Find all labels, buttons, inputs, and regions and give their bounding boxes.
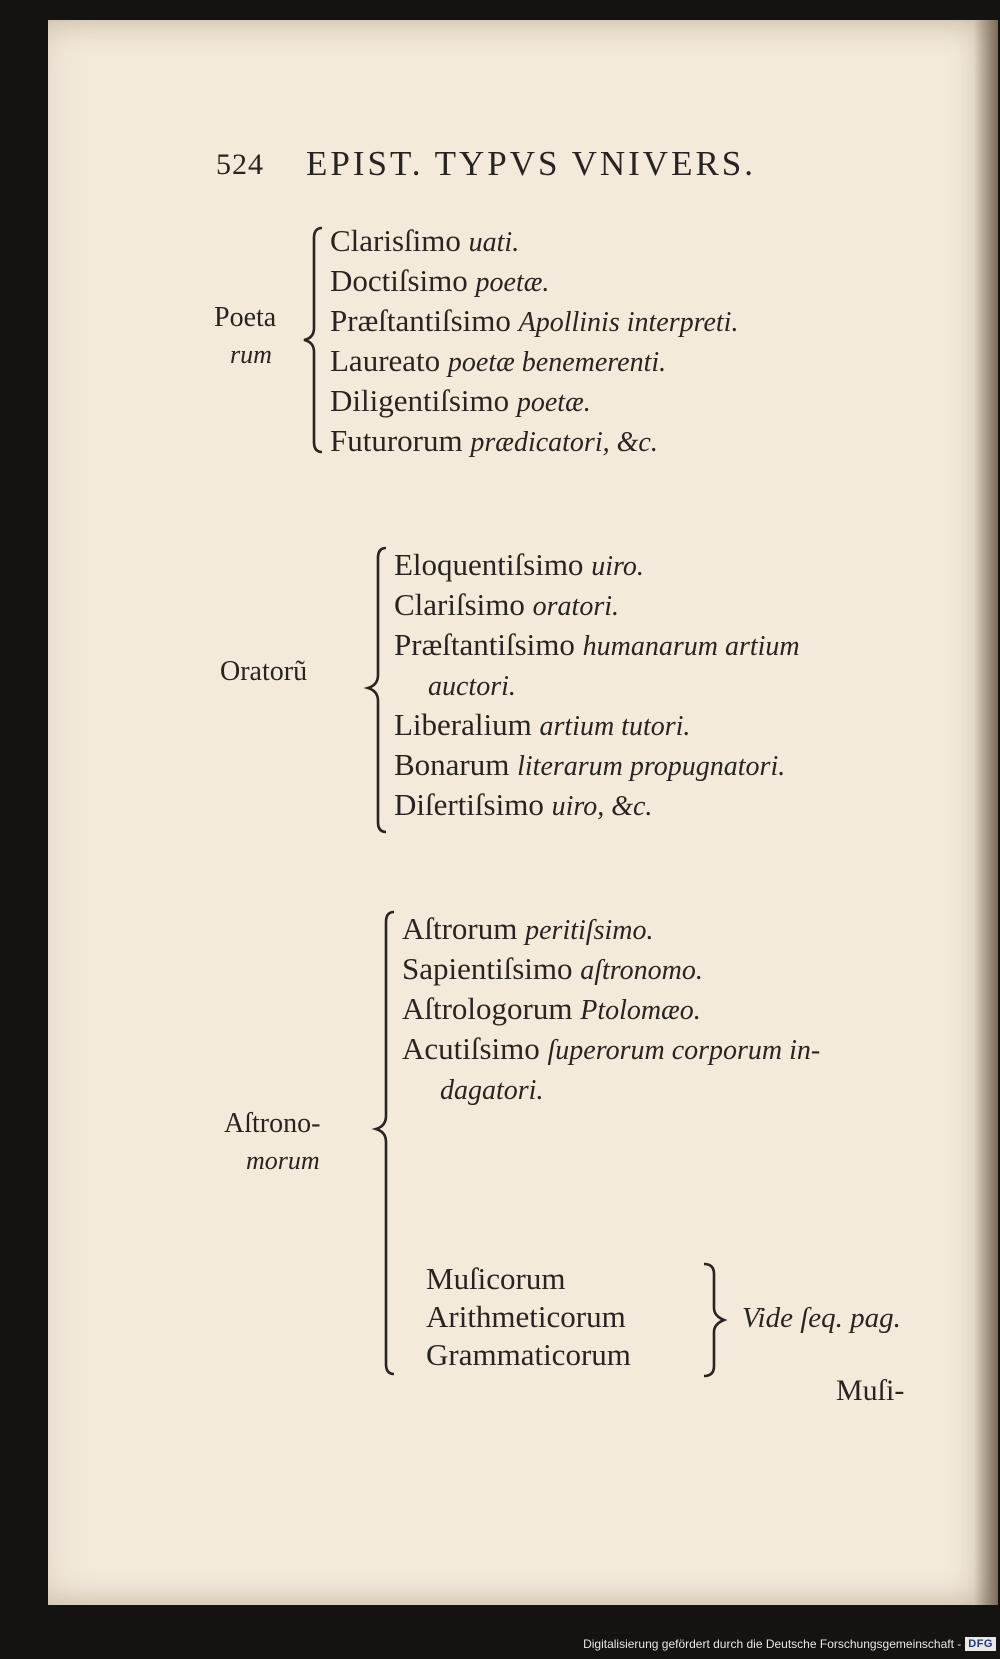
entry: Præſtantiſsimo humanarum artium xyxy=(394,627,800,662)
grouped-entry: Muſicorum xyxy=(426,1261,566,1296)
book-page xyxy=(48,20,998,1605)
entry: Doctiſsimo poetæ. xyxy=(330,263,550,298)
entries-oratorum xyxy=(394,546,800,826)
section-label-poetarum-2: rum xyxy=(230,340,272,369)
grouped-entry: Grammaticorum xyxy=(426,1337,631,1372)
dfg-logo: DFG xyxy=(965,1637,996,1651)
section-label-astronomorum-2: morum xyxy=(246,1146,320,1175)
entry: Clarisſimo uati. xyxy=(330,223,520,258)
footer-text: Digitalisierung gefördert durch die Deutsche Forschungsgemeinschaft - xyxy=(583,1637,962,1651)
entry: Bonarum literarum propugnatori. xyxy=(394,747,786,782)
grouped-note: Vide ſeq. pag. xyxy=(742,1302,901,1334)
page-spine-shadow xyxy=(974,20,998,1605)
entry: Liberalium artium tutori. xyxy=(394,707,691,742)
entry: Eloquentiſsimo uiro. xyxy=(394,547,644,582)
entry: Præſtantiſsimo Apollinis interpreti. xyxy=(330,303,739,338)
grouped-entry: Arithmeticorum xyxy=(426,1299,626,1334)
section-label-oratorum: Oratorũ xyxy=(220,656,308,687)
entry: Laureato poetæ benemerenti. xyxy=(330,343,667,378)
catchword: Muſi- xyxy=(836,1374,905,1407)
entry: Aſtrorum peritiſsimo. xyxy=(402,911,654,946)
entry: Diſertiſsimo uiro, &c. xyxy=(394,787,653,822)
running-title: EPIST. TYPVS VNIVERS. xyxy=(306,144,757,183)
entries-astronomorum xyxy=(402,910,820,1110)
section-label-poetarum: Poeta xyxy=(214,302,277,333)
entry: Aſtrologorum Ptolomæo. xyxy=(402,991,701,1026)
digitization-footer xyxy=(583,1633,996,1655)
entry: auctori. xyxy=(428,671,516,702)
entry: Sapientiſsimo aſtronomo. xyxy=(402,951,703,986)
entries-poetarum xyxy=(330,222,738,462)
brace-grouped-right xyxy=(700,1258,740,1382)
entry: Diligentiſsimo poetæ. xyxy=(330,383,591,418)
section-label-astronomorum: Aſtrono- xyxy=(224,1108,321,1139)
entry: dagatori. xyxy=(440,1075,544,1106)
entry: Acutiſsimo ſuperorum corporum in- xyxy=(402,1031,821,1066)
entry: Clariſsimo oratori. xyxy=(394,587,619,622)
page-number: 524 xyxy=(216,148,264,181)
grouped-entries xyxy=(426,1260,631,1374)
entry: Futurorum prædicatori, &c. xyxy=(330,423,658,458)
